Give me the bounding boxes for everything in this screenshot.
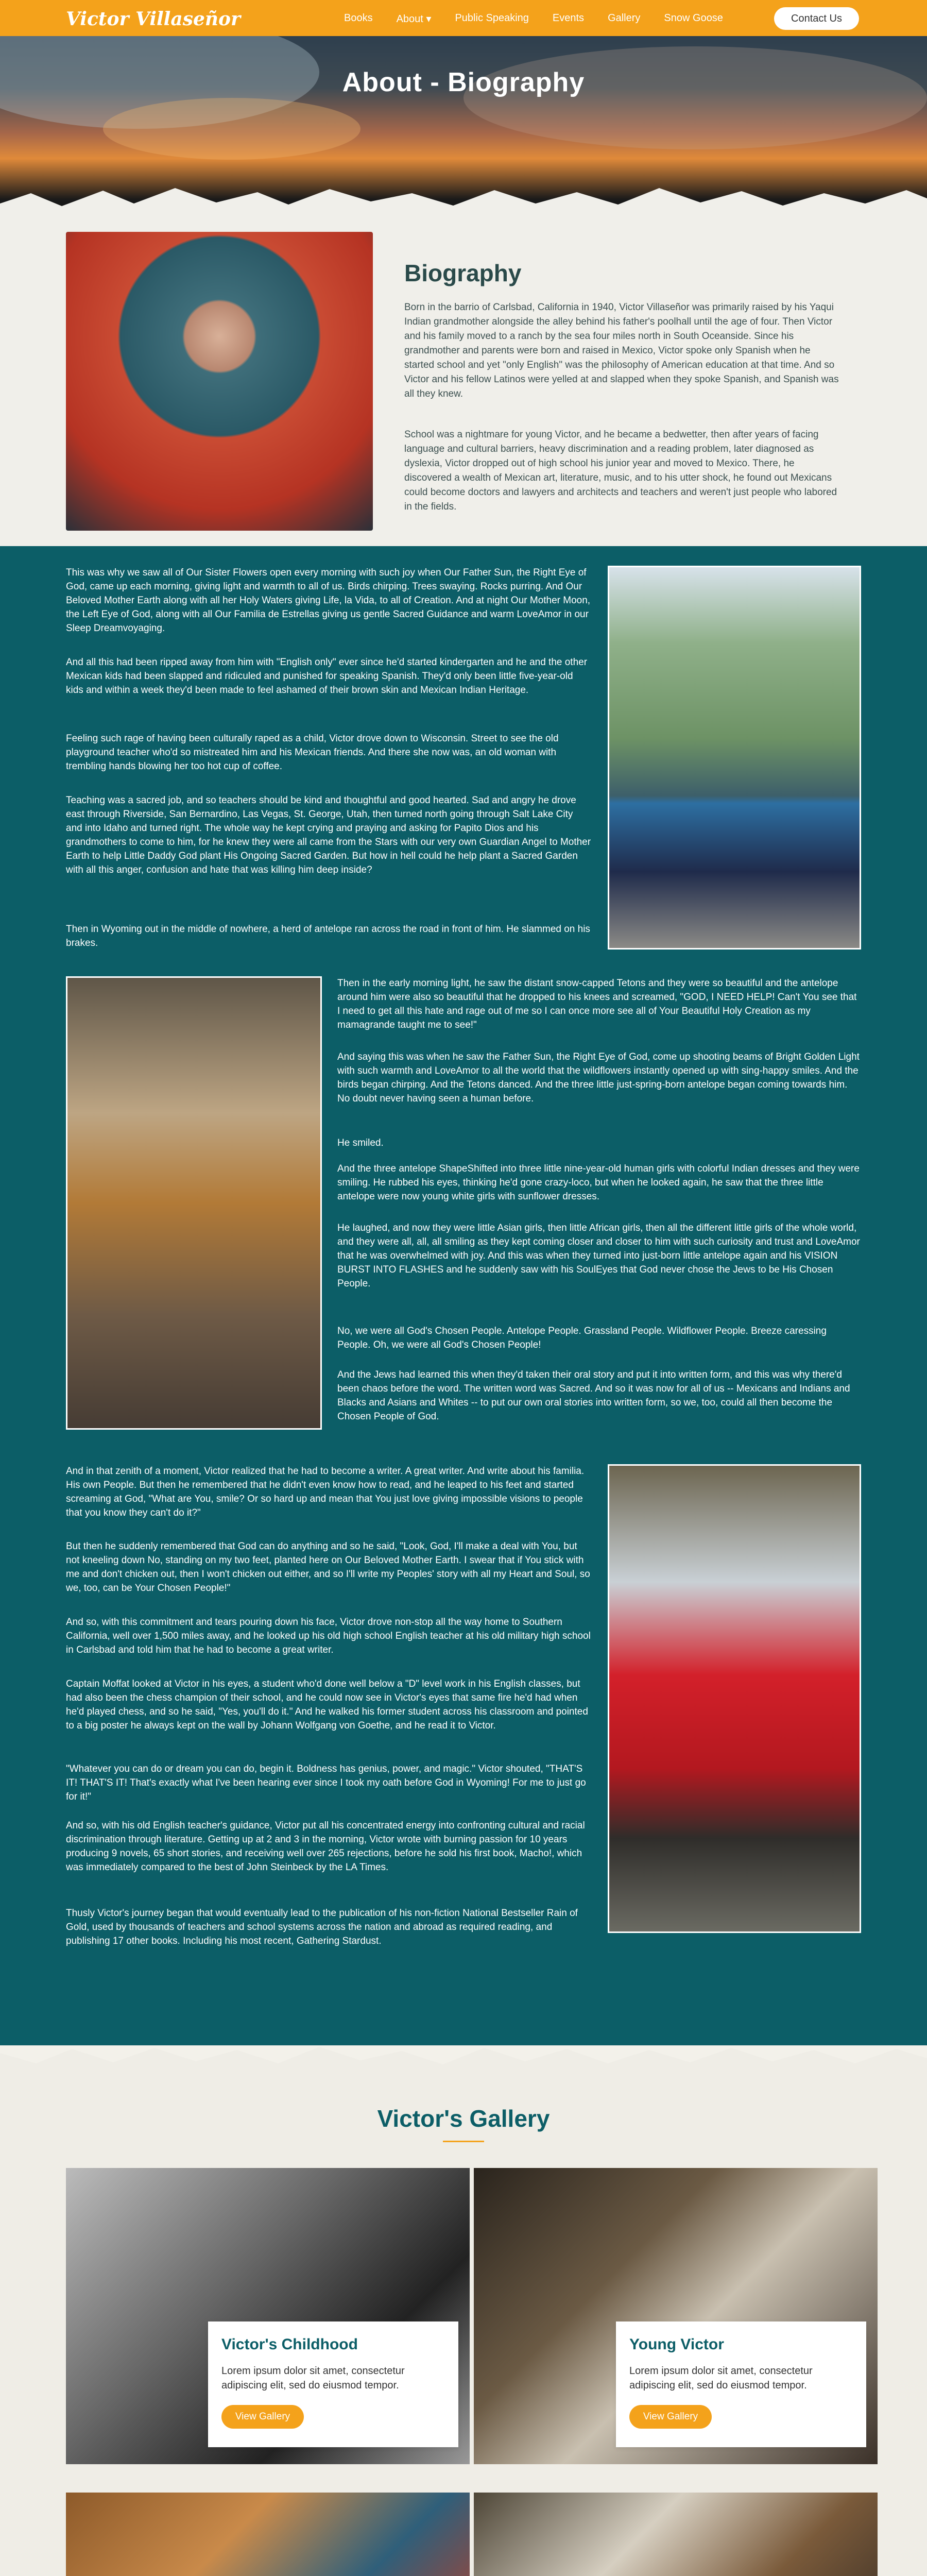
gallery-card-panel xyxy=(616,2321,866,2447)
gallery-card-photo xyxy=(66,2493,470,2576)
view-gallery-button[interactable]: View Gallery xyxy=(629,2405,712,2429)
victor-with-goats-photo xyxy=(66,976,322,1430)
heading-underline xyxy=(443,2141,484,2142)
victor-red-shirt-photo xyxy=(608,1464,861,1933)
victor-outdoor-photo xyxy=(608,566,861,950)
biography-paragraph-1: Born in the barrio of Carlsbad, California in 1940, Victor Villaseñor was primarily raised by his Yaqui Indian grandmother alongside the alley behind his father's poolhall until the age of four. Then Victor and his family moved to a ranch by the sea four miles north in South Oceanside. Since his grandmother and parents were born and raised in Mexico, Victor spoke only Spanish when he started school and yet "only English" was the philosophy of American education at that time. And so Victor and his fellow Latinos were yelled at and slapped when they spoke Spanish, and Spanish was all they knew. xyxy=(404,302,839,399)
gallery-card-photo xyxy=(474,2493,878,2576)
story-paragraph: He laughed, and now they were little Asian girls, then little African girls, then all the different little girls of the whole world, and they were all, all, all smiling as they kept coming closer and closer to him with such curiosity and trust and LoveAmor that he was overwhelmed with joy. And this was when they turned into just-born little antelope again and his VISION BURST INTO FLASHES and he suddenly saw with his SoulEyes that God never chose the Jews to be His Chosen People. xyxy=(337,1223,860,1289)
nav-about[interactable]: About ▾ xyxy=(396,13,432,25)
gallery-card-title: Victor's Childhood xyxy=(221,2336,358,2353)
view-gallery-button[interactable]: View Gallery xyxy=(221,2405,304,2429)
story-paragraph: Captain Moffat looked at Victor in his eyes, a student who'd done well below a "D" level work in his English classes, but had also been the chess champion of their school, and he could now see in Victor's eyes that same fire he'd had when he'd played chess, and so he said, "Yes, you'll do it." And he walked his former student across his classroom and pointed to a big poster he always kept on the wall by Johann Wolfgang von Goethe, and he read it to Victor. xyxy=(66,1679,588,1731)
gallery-heading: Victor's Gallery xyxy=(377,2105,550,2132)
story-paragraph: And so, with his old English teacher's guidance, Victor put all his concentrated energy into confronting cultural and racial discrimination through literature. Getting up at 2 and 3 in the morning, Victor wrote with burning passion for 10 years producing 9 novels, 65 short stories, and receiving well over 265 rejections, before he sold his first book, Macho!, which was immediately compared to the best of John Steinbeck by the LA Times. xyxy=(66,1820,585,1873)
page-title: About - Biography xyxy=(342,67,585,97)
gallery-card-young-victor xyxy=(474,2168,878,2464)
gallery-card-childhood xyxy=(66,2168,470,2464)
biography-heading: Biography xyxy=(404,260,522,286)
story-paragraph: Feeling such rage of having been culturally raped as a child, Victor drove down to Wisconsin. Street to see the old playground teacher who'd so mistreated him and his Mexican friends. And there she now was, an old woman with trembling hands blowing her too hot cup of coffee. xyxy=(66,733,559,772)
story-paragraph: And saying this was when he saw the Father Sun, the Right Eye of God, come up shooting beams of Bright Golden Light with such warmth and LoveAmor to all the world that the wildflowers instantly opened up with sing-happy smiles. And the birds began chirping. And the Tetons danced. And the three little just-spring-born antelope began coming towards him. No doubt never having seen a human before. xyxy=(337,1052,860,1104)
gallery-card-panel xyxy=(208,2321,458,2447)
story-paragraph: This was why we saw all of Our Sister Flowers open every morning with such joy when Our Father Sun, the Right Eye of God, came up each morning, giving light and warmth to all of us. Birds chirping. Trees swaying. Rocks purring. And Our Beloved Mother Earth along with all her Holy Waters giving Life, la Vida, to all of Creation. And at night Our Mother Moon, the Left Eye of God, along with all Our Familia de Estrellas giving us gentle Sacred Guidance and warm LoveAmor in our Sleep Dreamvoyaging. xyxy=(66,567,591,634)
site-logo[interactable]: Victor Villaseñor xyxy=(66,8,241,30)
nav-snow-goose[interactable]: Snow Goose xyxy=(664,12,723,24)
gallery-card-friends xyxy=(66,2493,470,2576)
story-paragraph: He smiled. xyxy=(337,1138,384,1148)
story-paragraph: No, we were all God's Chosen People. Antelope People. Grassland People. Wildflower People. Breeze caressing People. Oh, we were all God's Chosen People! xyxy=(337,1326,827,1350)
contact-us-button[interactable]: Contact Us xyxy=(774,7,859,30)
story-paragraph: Then in Wyoming out in the middle of nowhere, a herd of antelope ran across the road in front of him. He slammed on his brakes. xyxy=(66,924,590,948)
gallery-card-desc: Lorem ipsum dolor sit amet, consectetur adipiscing elit, sed do eiusmod tempor. xyxy=(629,2365,813,2391)
gallery-card-family xyxy=(474,2493,878,2576)
victor-portrait-photo xyxy=(66,232,373,531)
story-paragraph: Thusly Victor's journey began that would eventually lead to the publication of his non-fiction National Bestseller Rain of Gold, used by thousands of teachers and school systems across the nation and abroad as required reading, and publishing 17 other books. Including his most recent, Gathering Stardust. xyxy=(66,1908,578,1946)
story-paragraph: Teaching was a sacred job, and so teachers should be kind and thoughtful and good hearted. Sad and angry he drove east through Riverside, San Bernardino, Las Vegas, St. George, Utah, then turned north going through Salt Lake City and into Idaho and turned right. The whole way he kept crying and praying and asking for Papito Dios and his grandmothers to come to him, for he knew they were all came from the Stars with our very own Guardian Angel to Mother Earth to help Little Daddy God plant His Ongoing Sacred Garden. But how in hell could he help plant a Sacred Garden with all this anger, confusion and hate that was killing him deep inside? xyxy=(66,795,591,875)
torn-paper-divider xyxy=(0,2038,927,2074)
nav-books[interactable]: Books xyxy=(344,12,373,24)
story-paragraph: And all this had been ripped away from him with "English only" ever since he'd started kindergarten and he and the other Mexican kids had been slapped and ridiculed and punished for speaking Spanish. They'd only been little five-year-old kids and within a week they'd been made to feel ashamed of their brown skin and Mexican Indian Heritage. xyxy=(66,657,588,696)
nav-gallery[interactable]: Gallery xyxy=(608,12,641,24)
nav-events[interactable]: Events xyxy=(552,12,585,24)
main-menu xyxy=(344,12,747,25)
nav-public-speaking[interactable]: Public Speaking xyxy=(455,12,529,24)
gallery-card-title: Young Victor xyxy=(629,2336,724,2353)
story-paragraph: And so, with this commitment and tears pouring down his face, Victor drove non-stop all the way home to Southern California, well over 1,500 miles away, and he looked up his old high school English teacher at his old military high school in Carlsbad and told him that he had to become a great writer. xyxy=(66,1617,591,1655)
story-paragraph: And the Jews had learned this when they'd taken their oral story and put it into written form, and this was why there'd been chaos before the word. The written word was Sacred. And so it was now for all of us -- Mexicans and Indians and Blacks and Asians and Whites -- to put our own oral stories into written form, so we, too, could all then become the Chosen People of God. xyxy=(337,1369,850,1422)
top-navbar xyxy=(0,0,927,36)
story-paragraph: "Whatever you can do or dream you can do, begin it. Boldness has genius, power, and magic." Victor shouted, "THAT'S IT! THAT'S IT! That's exactly what I've been hearing ever since I took my oath before God in Wyoming! For me to just go for it!" xyxy=(66,1764,586,1802)
biography-paragraph-2: School was a nightmare for young Victor, and he became a bedwetter, then after years of facing language and cultural barriers, heavy discrimination and a reading problem, later diagnosed as dyslexia, Victor dropped out of high school his junior year and moved to Mexico. There, he discovered a wealth of Mexican art, literature, music, and to his utter shock, he found out Mexicans could become doctors and lawyers and architects and teachers and weren't just people who labored in the fields. xyxy=(404,429,837,512)
story-paragraph: And in that zenith of a moment, Victor realized that he had to become a writer. A great writer. And write about his familia. His own People. But then he remembered that he didn't even know how to read, and he leaped to his feet and started screaming at God, "What are You, smile? Or so hard up and mean that You just love giving impossible visions to people that you know they can't do it?" xyxy=(66,1466,585,1518)
story-paragraph: And the three antelope ShapeShifted into three little nine-year-old human girls with colorful Indian dresses and they were smiling. He rubbed his eyes, thinking he'd gone crazy-loco, but when he looked again, he saw that the three little antelope were now young white girls with sunflower dresses. xyxy=(337,1163,860,1202)
gallery-card-desc: Lorem ipsum dolor sit amet, consectetur adipiscing elit, sed do eiusmod tempor. xyxy=(221,2365,405,2391)
story-paragraph: But then he suddenly remembered that God can do anything and so he said, "Look, God, I'll make a deal with You, but not kneeling down No, standing on my two feet, planted here on Our Beloved Mother Earth. I swear that if You stick with me and don't chicken out, then I won't chicken out either, and so I'll write my Peoples' story with all my Heart and Soul, so we, too, can be Your Chosen People!" xyxy=(66,1541,590,1594)
story-paragraph: Then in the early morning light, he saw the distant snow-capped Tetons and they were so beautiful and the antelope around him were also so beautiful that he dropped to his knees and screamed, "GOD, I NEED HELP! Can't You see that I need to get all this hate and rage out of me so I can once more see all of Your Beautiful Holy Creation as my mamagrande taught me to see!" xyxy=(337,978,857,1030)
